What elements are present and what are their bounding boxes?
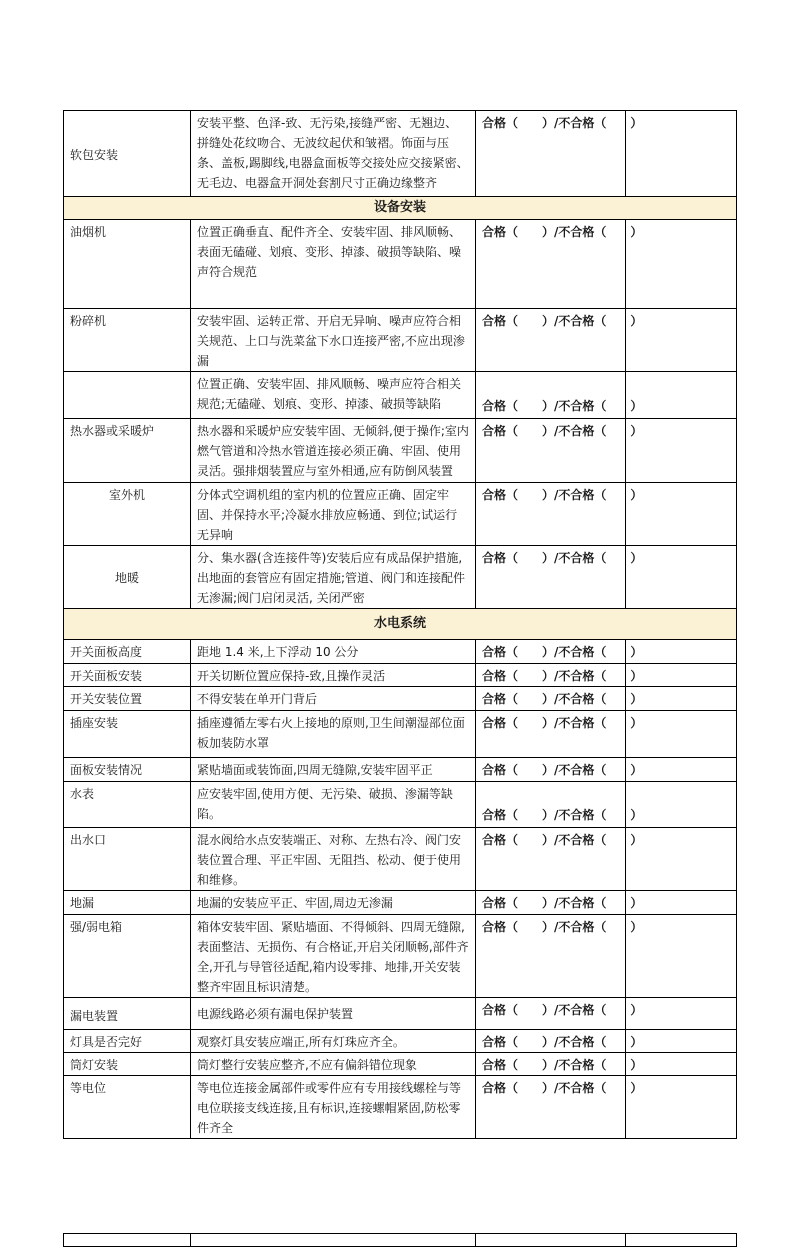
item-requirement: 筒灯整行安装应整齐,不应有偏斜错位现象 bbox=[191, 1053, 476, 1076]
inspection-table bbox=[63, 110, 737, 1139]
remark-cell[interactable] bbox=[626, 483, 737, 546]
remark-cell[interactable] bbox=[626, 1053, 737, 1076]
item-name bbox=[64, 372, 191, 419]
item-name: 软包安装 bbox=[64, 111, 191, 197]
table-row bbox=[64, 1030, 737, 1053]
remark-cell[interactable] bbox=[626, 1030, 737, 1053]
result-field[interactable]: 合格（ ）/不合格（ ） bbox=[476, 372, 626, 419]
result-field[interactable]: 合格（ ）/不合格（ ） bbox=[476, 546, 626, 609]
item-requirement: 距地 1.4 米,上下浮动 10 公分 bbox=[191, 640, 476, 664]
section-header-row bbox=[64, 609, 737, 640]
item-name: 强/弱电箱 bbox=[64, 915, 191, 998]
item-requirement: 位置正确、安装牢固、排风顺畅、噪声应符合相关规范;无磕碰、划痕、变形、掉漆、破损等缺陷 bbox=[191, 372, 476, 419]
remark-cell[interactable] bbox=[626, 419, 737, 483]
remark-cell[interactable] bbox=[626, 664, 737, 687]
remark-cell[interactable] bbox=[626, 111, 737, 197]
table-row bbox=[64, 782, 737, 828]
item-requirement: 分、集水器(含连接件等)安装后应有成品保护措施,出地面的套管应有固定措施;管道、阀门和连接配件无渗漏;阀门启闭灵活, 关闭严密 bbox=[191, 546, 476, 609]
table-row bbox=[64, 711, 737, 758]
table-row bbox=[64, 1053, 737, 1076]
result-field[interactable]: 合格（ ）/不合格（ ） bbox=[476, 1053, 626, 1076]
table-row bbox=[64, 1076, 737, 1139]
item-name: 地漏 bbox=[64, 891, 191, 915]
result-field[interactable]: 合格（ ）/不合格（ ） bbox=[476, 640, 626, 664]
item-requirement: 安装平整、色泽-致、无污染,接缝严密、无翘边、拼缝处花纹吻合、无波纹起伏和皱褶。饰面与压条、盖板,踢脚线,电器盒面板等交接处应交接紧密、无毛边、电器盒开洞处套割尺寸正确边缘整齐 bbox=[191, 111, 476, 197]
remark-cell[interactable] bbox=[626, 758, 737, 782]
section-header-row bbox=[64, 197, 737, 220]
table-row bbox=[64, 372, 737, 419]
item-requirement: 电源线路必须有漏电保护装置 bbox=[191, 998, 476, 1030]
section-title-electric: 水电系统 bbox=[64, 609, 737, 640]
result-field[interactable]: 合格（ ）/不合格（ ） bbox=[476, 483, 626, 546]
item-requirement: 应安装牢固,使用方便、无污染、破损、渗漏等缺陷。 bbox=[191, 782, 476, 828]
remark-cell[interactable] bbox=[626, 891, 737, 915]
result-field[interactable]: 合格（ ）/不合格（ ） bbox=[476, 711, 626, 758]
table-row bbox=[64, 828, 737, 891]
item-requirement: 不得安装在单开门背后 bbox=[191, 687, 476, 711]
table-row bbox=[64, 546, 737, 609]
table-row bbox=[64, 309, 737, 372]
result-field[interactable]: 合格（ ）/不合格（ ） bbox=[476, 419, 626, 483]
table-row bbox=[64, 915, 737, 998]
table-row bbox=[64, 998, 737, 1030]
result-field[interactable]: 合格（ ）/不合格（ ） bbox=[476, 758, 626, 782]
result-field[interactable]: 合格（ ）/不合格（ ） bbox=[476, 687, 626, 711]
item-requirement: 热水器和采暖炉应安装牢固、无倾斜,便于操作;室内燃气管道和冷热水管道连接必须正确、牢固、使用灵活。强排烟装置应与室外相通,应有防倒风装置 bbox=[191, 419, 476, 483]
remark-cell[interactable] bbox=[626, 998, 737, 1030]
result-field[interactable]: 合格（ ）/不合格（ ） bbox=[476, 111, 626, 197]
item-name: 开关安装位置 bbox=[64, 687, 191, 711]
item-name: 面板安装情况 bbox=[64, 758, 191, 782]
remark-cell[interactable] bbox=[626, 546, 737, 609]
table-row bbox=[64, 419, 737, 483]
item-name: 室外机 bbox=[64, 483, 191, 546]
item-name: 热水器或采暖炉 bbox=[64, 419, 191, 483]
item-requirement: 分体式空调机组的室内机的位置应正确、固定牢固、并保持水平;冷凝水排放应畅通、到位;试运行无异响 bbox=[191, 483, 476, 546]
remark-cell[interactable] bbox=[626, 782, 737, 828]
result-field[interactable]: 合格（ ）/不合格（ ） bbox=[476, 828, 626, 891]
item-requirement: 插座遵循左零右火上接地的原则,卫生间潮湿部位面板加装防水罩 bbox=[191, 711, 476, 758]
table-row bbox=[64, 687, 737, 711]
remark-cell[interactable] bbox=[626, 711, 737, 758]
item-requirement: 开关切断位置应保持-致,且操作灵活 bbox=[191, 664, 476, 687]
item-requirement: 地漏的安装应平正、牢固,周边无渗漏 bbox=[191, 891, 476, 915]
item-name: 出水口 bbox=[64, 828, 191, 891]
item-name: 插座安装 bbox=[64, 711, 191, 758]
remark-cell[interactable] bbox=[626, 1076, 737, 1139]
table-row bbox=[64, 220, 737, 309]
result-field[interactable]: 合格（ ）/不合格（ ） bbox=[476, 664, 626, 687]
item-name: 粉碎机 bbox=[64, 309, 191, 372]
item-name: 等电位 bbox=[64, 1076, 191, 1139]
result-field[interactable]: 合格（ ）/不合格（ ） bbox=[476, 309, 626, 372]
item-name: 漏电装置 bbox=[64, 998, 191, 1030]
item-name: 灯具是否完好 bbox=[64, 1030, 191, 1053]
item-requirement: 观察灯具安装应端正,所有灯珠应齐全。 bbox=[191, 1030, 476, 1053]
table-row bbox=[64, 891, 737, 915]
item-name: 地暖 bbox=[64, 546, 191, 609]
item-name: 开关面板安装 bbox=[64, 664, 191, 687]
item-requirement: 紧贴墙面或装饰面,四周无缝隙,安装牢固平正 bbox=[191, 758, 476, 782]
item-requirement: 位置正确垂直、配件齐全、安装牢固、排风顺畅、表面无磕碰、划痕、变形、掉漆、破损等缺陷、噪声符合规范 bbox=[191, 220, 476, 309]
remark-cell[interactable] bbox=[626, 828, 737, 891]
item-requirement: 混水阀给水点安装端正、对称、左热右冷、阀门安装位置合理、平正牢固、无阻挡、松动、便于使用和维修。 bbox=[191, 828, 476, 891]
next-page-table-top bbox=[63, 1233, 737, 1247]
result-field[interactable]: 合格（ ）/不合格（ ） bbox=[476, 220, 626, 309]
item-name: 筒灯安装 bbox=[64, 1053, 191, 1076]
remark-cell[interactable] bbox=[626, 640, 737, 664]
result-field[interactable]: 合格（ ）/不合格（ ） bbox=[476, 915, 626, 998]
table-row bbox=[64, 483, 737, 546]
item-name: 油烟机 bbox=[64, 220, 191, 309]
result-field[interactable]: 合格（ ）/不合格（ ） bbox=[476, 1030, 626, 1053]
item-requirement: 等电位连接金属部件或零件应有专用接线螺栓与等电位联接支线连接,且有标识,连接螺帽紧固,防松零件齐全 bbox=[191, 1076, 476, 1139]
table-row bbox=[64, 1234, 737, 1247]
remark-cell[interactable] bbox=[626, 220, 737, 309]
remark-cell[interactable] bbox=[626, 915, 737, 998]
result-field[interactable]: 合格（ ）/不合格（ ） bbox=[476, 782, 626, 828]
result-field[interactable]: 合格（ ）/不合格（ ） bbox=[476, 891, 626, 915]
item-requirement: 箱体安装牢固、紧贴墙面、不得倾斜、四周无缝隙,表面整洁、无损伤、有合格证,开启关闭顺畅,部件齐全,开孔与导管径适配,箱内设零排、地排,开关安装整齐牢固且标识清楚。 bbox=[191, 915, 476, 998]
table-row bbox=[64, 111, 737, 197]
table-row bbox=[64, 758, 737, 782]
item-name: 开关面板高度 bbox=[64, 640, 191, 664]
result-field[interactable]: 合格（ ）/不合格（ ） bbox=[476, 1076, 626, 1139]
item-requirement: 安装牢固、运转正常、开启无异响、噪声应符合相关规范、上口与洗菜盆下水口连接严密,不应出现渗漏 bbox=[191, 309, 476, 372]
remark-cell[interactable] bbox=[626, 309, 737, 372]
section-title-equipment: 设备安装 bbox=[64, 197, 737, 220]
table-row bbox=[64, 640, 737, 664]
item-name: 水表 bbox=[64, 782, 191, 828]
table-row bbox=[64, 664, 737, 687]
remark-cell[interactable] bbox=[626, 687, 737, 711]
result-field[interactable]: 合格（ ）/不合格（ ） bbox=[476, 998, 626, 1030]
remark-cell[interactable] bbox=[626, 372, 737, 419]
